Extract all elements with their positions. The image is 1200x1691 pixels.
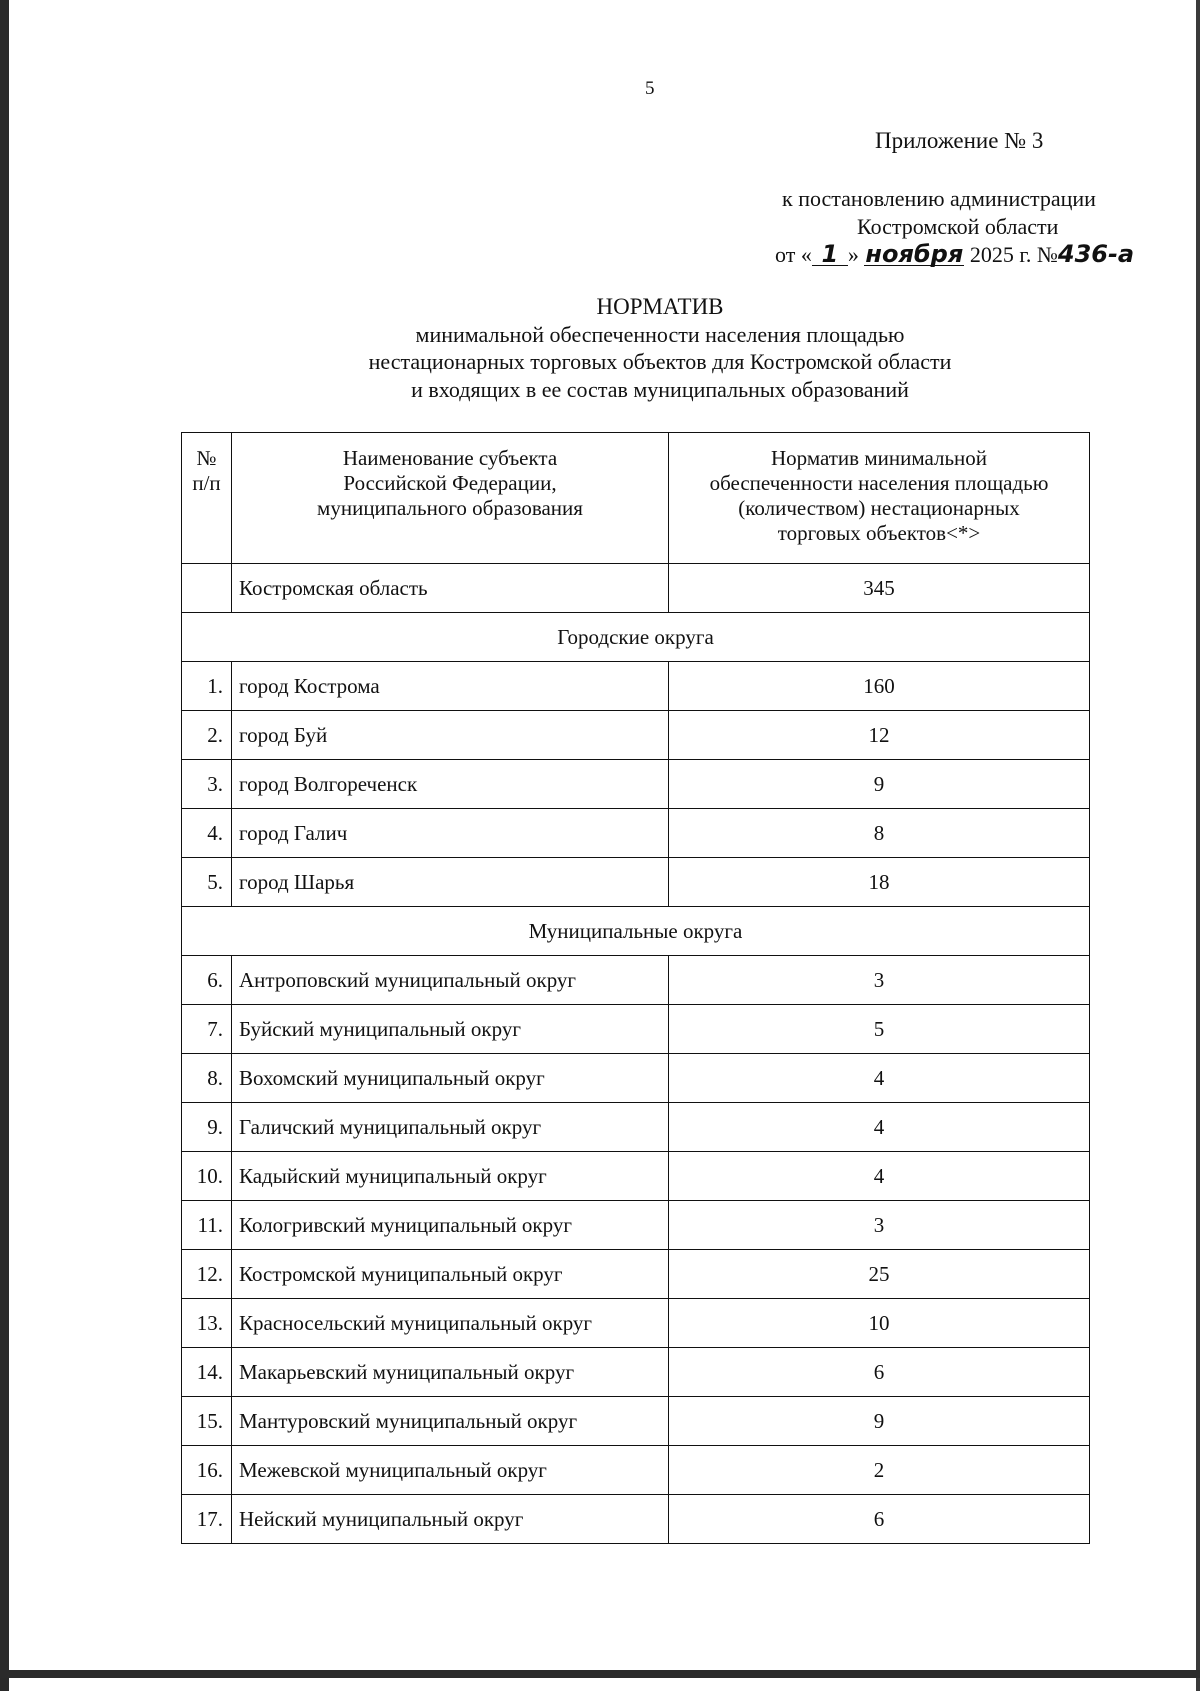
row-name: Красносельский муниципальный округ — [232, 1299, 669, 1348]
handwritten-number: 436-а — [1057, 240, 1135, 268]
row-num: 5. — [182, 858, 232, 907]
row-value: 4 — [669, 1103, 1090, 1152]
resolution-line-2: Костромской области — [857, 214, 1059, 239]
row-num: 7. — [182, 1005, 232, 1054]
row-name: город Шарья — [232, 858, 669, 907]
row-value: 5 — [669, 1005, 1090, 1054]
page-number: 5 — [645, 78, 655, 99]
row-name: город Галич — [232, 809, 669, 858]
header-value: Норматив минимальной обеспеченности населения площадью (количеством) нестационарных торговых объектов<*> — [669, 433, 1090, 564]
row-name: Антроповский муниципальный округ — [232, 956, 669, 1005]
row-name: Вохомский муниципальный округ — [232, 1054, 669, 1103]
region-num-cell — [182, 564, 232, 613]
row-num: 6. — [182, 956, 232, 1005]
row-num: 8. — [182, 1054, 232, 1103]
date-prefix: от « — [775, 242, 812, 267]
table-row — [182, 1054, 1090, 1103]
section-title: Муниципальные округа — [182, 907, 1090, 956]
title-line-1: минимальной обеспеченности населения площадью — [415, 321, 905, 347]
row-name: город Буй — [232, 711, 669, 760]
table-row — [182, 1495, 1090, 1544]
norms-table — [181, 432, 1090, 1544]
row-num: 14. — [182, 1348, 232, 1397]
row-num: 15. — [182, 1397, 232, 1446]
row-num: 17. — [182, 1495, 232, 1544]
table-row — [182, 858, 1090, 907]
quote-close: » — [847, 242, 859, 267]
row-num: 2. — [182, 711, 232, 760]
section-title: Городские округа — [182, 613, 1090, 662]
row-num: 3. — [182, 760, 232, 809]
row-value: 10 — [669, 1299, 1090, 1348]
row-name: город Волгореченск — [232, 760, 669, 809]
row-value: 160 — [669, 662, 1090, 711]
row-name: Межевской муниципальный округ — [232, 1446, 669, 1495]
table-row — [182, 1446, 1090, 1495]
section-row — [182, 613, 1090, 662]
table-row — [182, 1348, 1090, 1397]
date-year: 2025 г. № — [969, 242, 1058, 267]
region-row — [182, 564, 1090, 613]
row-name: Костромской муниципальный округ — [232, 1250, 669, 1299]
table-row — [182, 1201, 1090, 1250]
title-main: НОРМАТИВ — [596, 294, 724, 319]
table-row — [182, 1152, 1090, 1201]
row-name: Нейский муниципальный округ — [232, 1495, 669, 1544]
row-value: 12 — [669, 711, 1090, 760]
resolution-line-1: к постановлению администрации — [782, 186, 1096, 211]
title-line-3: и входящих в ее состав муниципальных образований — [411, 376, 909, 402]
table-row — [182, 1397, 1090, 1446]
resolution-date-line — [775, 240, 1134, 268]
row-num: 13. — [182, 1299, 232, 1348]
region-value: 345 — [669, 564, 1090, 613]
document-title — [200, 293, 1120, 403]
table-row — [182, 1250, 1090, 1299]
row-value: 3 — [669, 956, 1090, 1005]
row-name: город Кострома — [232, 662, 669, 711]
row-value: 4 — [669, 1054, 1090, 1103]
scan-edge-left — [0, 0, 9, 1691]
region-name: Костромская область — [232, 564, 669, 613]
title-line-2: нестационарных торговых объектов для Костромской области — [368, 349, 952, 374]
row-value: 9 — [669, 1397, 1090, 1446]
header-num: № п/п — [182, 433, 232, 564]
row-num: 11. — [182, 1201, 232, 1250]
table-row — [182, 711, 1090, 760]
row-value: 2 — [669, 1446, 1090, 1495]
appendix-label: Приложение № 3 — [875, 128, 1044, 153]
row-name: Макарьевский муниципальный округ — [232, 1348, 669, 1397]
row-num: 12. — [182, 1250, 232, 1299]
row-value: 25 — [669, 1250, 1090, 1299]
row-num: 9. — [182, 1103, 232, 1152]
scan-edge-bottom — [0, 1670, 1200, 1678]
table-row — [182, 809, 1090, 858]
scan-edge-right — [1196, 0, 1200, 1691]
row-num: 4. — [182, 809, 232, 858]
row-value: 3 — [669, 1201, 1090, 1250]
row-value: 6 — [669, 1348, 1090, 1397]
row-name: Галичский муниципальный округ — [232, 1103, 669, 1152]
table-row — [182, 662, 1090, 711]
table-row — [182, 760, 1090, 809]
row-name: Кадыйский муниципальный округ — [232, 1152, 669, 1201]
row-value: 4 — [669, 1152, 1090, 1201]
handwritten-day: 1 — [812, 243, 848, 266]
row-name: Кологривский муниципальный округ — [232, 1201, 669, 1250]
handwritten-month: ноября — [865, 240, 964, 268]
row-value: 8 — [669, 809, 1090, 858]
row-num: 16. — [182, 1446, 232, 1495]
row-value: 9 — [669, 760, 1090, 809]
row-value: 6 — [669, 1495, 1090, 1544]
header-name: Наименование субъекта Российской Федерации, муниципального образования — [232, 433, 669, 564]
row-name: Буйский муниципальный округ — [232, 1005, 669, 1054]
table-row — [182, 1299, 1090, 1348]
table-row — [182, 1005, 1090, 1054]
table-header-row — [182, 433, 1090, 564]
row-num: 10. — [182, 1152, 232, 1201]
table-row — [182, 956, 1090, 1005]
row-num: 1. — [182, 662, 232, 711]
row-name: Мантуровский муниципальный округ — [232, 1397, 669, 1446]
table-row — [182, 1103, 1090, 1152]
row-value: 18 — [669, 858, 1090, 907]
section-row — [182, 907, 1090, 956]
